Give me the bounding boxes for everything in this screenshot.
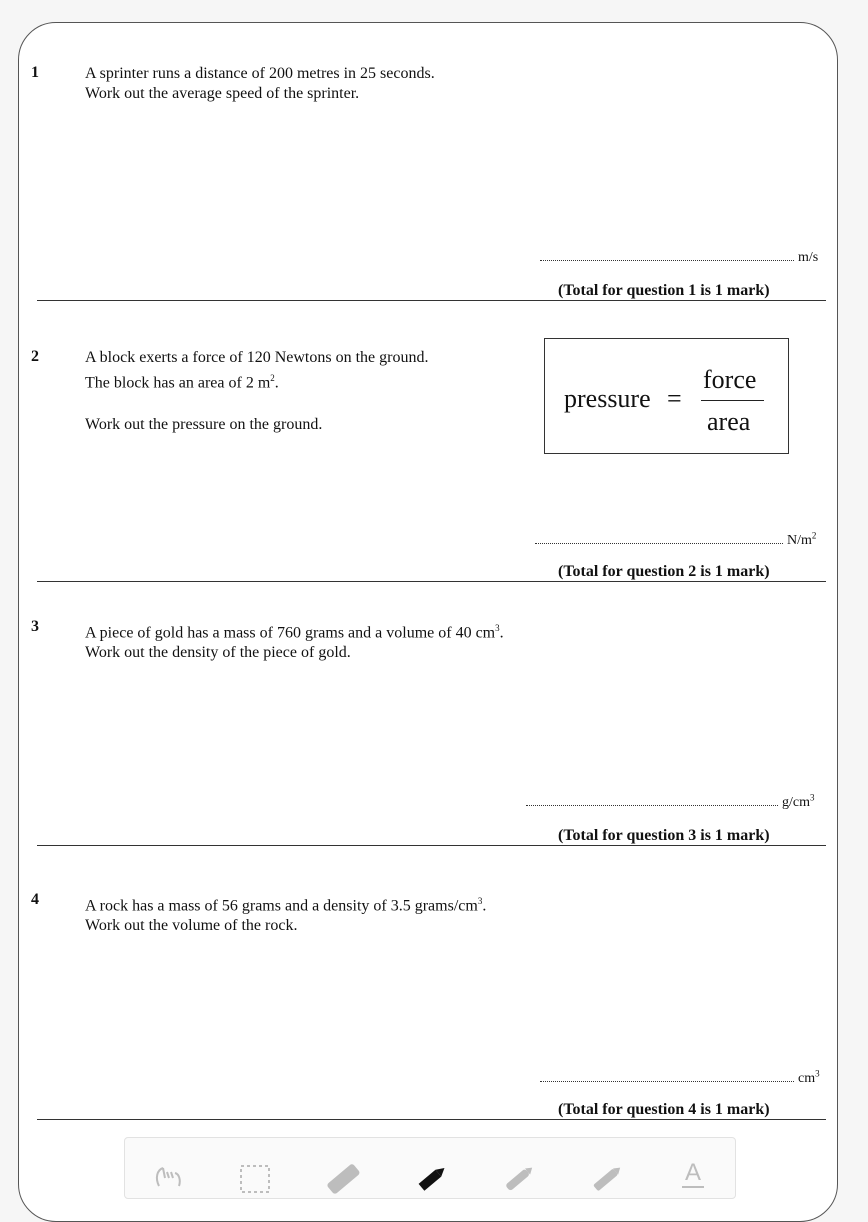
lasso-select-icon[interactable] (235, 1160, 275, 1194)
question-1-unit: m/s (798, 250, 819, 265)
question-1-answer-line[interactable] (540, 250, 818, 266)
question-1-number: 1 (31, 64, 39, 81)
question-4-text (85, 891, 486, 936)
formula-numerator: force (703, 365, 757, 394)
question-4-divider (37, 1119, 826, 1120)
formula-denominator: area (707, 407, 751, 436)
question-2-line-2: The block has an area of 2 $m^2$. (85, 373, 279, 392)
question-3-line-1: A piece of gold has a mass of 760 grams and a volume of 40 $cm^3$. (85, 623, 504, 642)
formula-lhs: pressure (564, 384, 651, 413)
hand-pointer-icon[interactable] (151, 1160, 191, 1194)
question-4-line-1: A rock has a mass of 56 grams and a density of 3.5 grams/$cm^3$. (85, 896, 487, 915)
highlighter-icon[interactable] (499, 1160, 539, 1194)
formula-fraction-bar (701, 400, 764, 401)
question-3-divider (37, 845, 826, 846)
question-4-unit: $cm^3$ (798, 1068, 820, 1086)
text-tool-label: A (682, 1160, 704, 1188)
question-3-number: 3 (31, 618, 39, 635)
eraser-icon[interactable] (323, 1160, 363, 1194)
question-1-line-2: Work out the average speed of the sprinter. (85, 85, 360, 102)
answer-dotted-line[interactable] (526, 805, 778, 806)
question-2-line-3: Work out the pressure on the ground. (85, 416, 323, 434)
answer-dotted-line[interactable] (540, 260, 794, 261)
text-icon[interactable] (673, 1160, 713, 1194)
pressure-formula-box (544, 338, 789, 454)
pen-icon[interactable] (411, 1160, 451, 1194)
annotation-toolbar (124, 1137, 736, 1199)
question-1-text (85, 64, 435, 104)
question-4-answer-line[interactable] (540, 1068, 820, 1087)
question-2-text (85, 348, 428, 435)
question-1-line-1: A sprinter runs a distance of 200 metres in 25 seconds. (85, 65, 435, 82)
answer-dotted-line[interactable] (540, 1081, 794, 1082)
question-4-total: (Total for question 4 is 1 mark) (558, 1101, 770, 1118)
question-4-number: 4 (31, 891, 39, 908)
question-3-text (85, 618, 504, 663)
question-2-unit: $N/m^2$ (787, 530, 817, 548)
question-3-answer-line[interactable] (526, 792, 815, 811)
question-3-unit: $g/cm^3$ (782, 792, 815, 810)
question-2-total: (Total for question 2 is 1 mark) (558, 563, 770, 580)
question-2-number: 2 (31, 348, 39, 365)
answer-dotted-line[interactable] (535, 543, 783, 544)
question-4-line-2: Work out the volume of the rock. (85, 917, 298, 935)
question-3-line-2: Work out the density of the piece of gold. (85, 644, 351, 662)
formula-equals: = (667, 384, 682, 413)
pencil-icon[interactable] (587, 1160, 627, 1194)
question-2-line-1: A block exerts a force of 120 Newtons on the ground. (85, 349, 429, 366)
question-2-divider (37, 581, 826, 582)
question-1-total: (Total for question 1 is 1 mark) (558, 282, 770, 299)
question-1-divider (37, 300, 826, 301)
question-2-answer-line[interactable] (535, 530, 816, 549)
question-3-total: (Total for question 3 is 1 mark) (558, 827, 770, 844)
